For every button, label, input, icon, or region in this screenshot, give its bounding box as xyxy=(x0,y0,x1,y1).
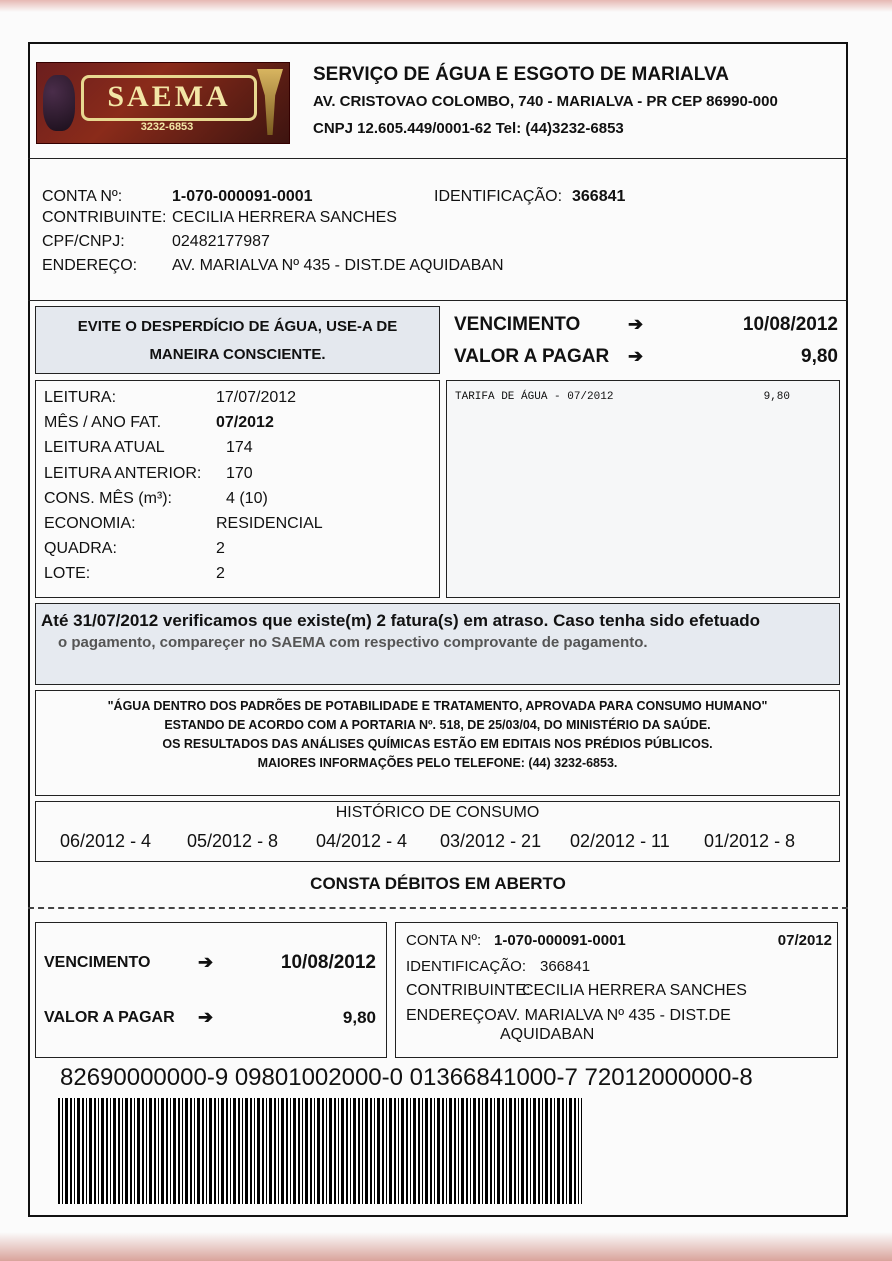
conservation-message-line2: MANEIRA CONSCIENTE. xyxy=(149,346,326,363)
reading-value: 2 xyxy=(216,565,225,583)
reading-label: CONS. MÊS (m³): xyxy=(44,489,172,507)
contrib-value: CECILIA HERRERA SANCHES xyxy=(172,209,397,226)
header-divider xyxy=(28,158,848,159)
potability-line1: "ÁGUA DENTRO DOS PADRÕES DE POTABILIDADE E TRATAMENTO, APROVADA PARA CONSUMO HUMANO" xyxy=(107,699,768,713)
history-item: 04/2012 - 4 xyxy=(316,831,408,851)
stub-endereco-label: ENDEREÇO: xyxy=(406,1007,502,1024)
saema-logo xyxy=(36,62,290,144)
cpf-value: 02482177987 xyxy=(172,233,270,250)
due-date-label: VENCIMENTO xyxy=(454,314,581,335)
potability-line3: OS RESULTADOS DAS ANÁLISES QUÍMICAS ESTÃO EM EDITAIS NOS PRÉDIOS PÚBLICOS. xyxy=(162,737,713,751)
ident-label: IDENTIFICAÇÃO: xyxy=(434,188,563,205)
overdue-notice-line2: o pagamento, compareçer no SAEMA com respectivo comprovante de pagamento. xyxy=(58,634,648,651)
reading-label: LEITURA: xyxy=(44,389,117,406)
reading-label: ECONOMIA: xyxy=(44,515,136,532)
amount-label: VALOR A PAGAR xyxy=(454,346,610,367)
conta-label: CONTA Nº: xyxy=(42,188,123,205)
reading-value: 17/07/2012 xyxy=(216,389,297,406)
stub-due-date-value: 10/08/2012 xyxy=(280,952,376,973)
amount-value: 9,80 xyxy=(801,346,838,367)
endereco-value: AV. MARIALVA Nº 435 - DIST.DE AQUIDABAN xyxy=(172,257,504,274)
org-address: AV. CRISTOVAO COLOMBO, 740 - MARIALVA - PR CEP 86990-000 xyxy=(313,93,778,110)
arrow-right-icon: ➔ xyxy=(628,346,644,366)
stub-endereco-value: AV. MARIALVA Nº 435 - DIST.DE xyxy=(497,1007,731,1024)
charge-item-value: 9,80 xyxy=(763,391,790,403)
potability-line4: MAIORES INFORMAÇÕES PELO TELEFONE: (44) 3232-6853. xyxy=(257,756,618,770)
org-name: SERVIÇO DE ÁGUA E ESGOTO DE MARIALVA xyxy=(313,64,729,85)
history-item: 02/2012 - 11 xyxy=(570,831,670,851)
history-item: 01/2012 - 8 xyxy=(704,831,796,851)
due-date-value: 10/08/2012 xyxy=(742,314,838,335)
reading-value: 170 xyxy=(226,464,253,482)
stub-amount-label: VALOR A PAGAR xyxy=(44,1009,175,1026)
paper-edge-bottom xyxy=(0,1232,892,1261)
reading-value: 4 (10) xyxy=(226,489,268,507)
stub-contrib-value: CECILIA HERRERA SANCHES xyxy=(522,982,747,999)
reading-label: LEITURA ATUAL xyxy=(44,439,165,457)
stub-conta-label: CONTA Nº: xyxy=(406,932,482,949)
history-item: 06/2012 - 4 xyxy=(60,831,152,851)
arrow-right-icon: ➔ xyxy=(198,952,214,972)
contrib-label: CONTRIBUINTE: xyxy=(42,209,167,226)
paper-edge-top xyxy=(0,0,892,12)
reading-label: LEITURA ANTERIOR: xyxy=(44,464,202,482)
barcode-digits: 82690000000-9 09801002000-0 01366841000-7 72012000000-8 xyxy=(60,1064,753,1091)
conta-value: 1-070-000091-0001 xyxy=(172,188,313,205)
reading-label: MÊS / ANO FAT. xyxy=(44,414,162,432)
reading-value: 2 xyxy=(216,540,225,558)
stub-conta-value: 1-070-000091-0001 xyxy=(494,932,626,949)
barcode xyxy=(58,1098,582,1204)
overdue-notice-line1: Até 31/07/2012 verificamos que existe(m) 2 fatura(s) em atraso. Caso tenha sido efetuado xyxy=(41,611,760,630)
reading-label: QUADRA: xyxy=(44,540,117,558)
potability-line2: ESTANDO DE ACORDO COM A PORTARIA Nº. 518, DE 25/03/04, DO MINISTÉRIO DA SAÚDE. xyxy=(164,718,711,732)
stub-endereco-value2: AQUIDABAN xyxy=(500,1026,595,1043)
history-item: 03/2012 - 21 xyxy=(440,831,542,851)
stub-month: 07/2012 xyxy=(777,932,832,949)
charges-box xyxy=(446,380,840,598)
stub-ident-label: IDENTIFICAÇÃO: xyxy=(406,958,527,975)
logo-phone: 3232-6853 xyxy=(140,121,194,133)
conservation-message-line1: EVITE O DESPERDÍCIO DE ÁGUA, USE-A DE xyxy=(77,318,398,335)
charge-item-label: TARIFA DE ÁGUA - 07/2012 xyxy=(455,391,614,403)
stub-due-date-label: VENCIMENTO xyxy=(44,954,151,971)
arrow-right-icon: ➔ xyxy=(198,1007,214,1027)
cut-line xyxy=(28,907,848,909)
org-cnpj-tel: CNPJ 12.605.449/0001-62 Tel: (44)3232-6853 xyxy=(313,120,624,137)
arrow-right-icon: ➔ xyxy=(628,314,644,334)
reading-label: LOTE: xyxy=(44,565,91,583)
client-divider xyxy=(28,300,848,301)
conservation-message-box xyxy=(35,306,440,374)
stub-contrib-label: CONTRIBUINTE: xyxy=(406,982,531,999)
debits-title: CONSTA DÉBITOS EM ABERTO xyxy=(310,874,566,893)
cpf-label: CPF/CNPJ: xyxy=(42,233,125,250)
reading-value: 07/2012 xyxy=(216,414,274,432)
trophy-icon xyxy=(257,69,283,135)
stub-ident-value: 366841 xyxy=(540,958,591,975)
stub-amount-value: 9,80 xyxy=(342,1008,376,1027)
logo-text: SAEMA xyxy=(81,75,257,121)
history-item: 05/2012 - 8 xyxy=(187,831,279,851)
grapes-icon xyxy=(43,75,75,131)
ident-value: 366841 xyxy=(572,188,626,205)
endereco-label: ENDEREÇO: xyxy=(42,257,138,274)
reading-value: 174 xyxy=(226,439,253,457)
stub-payment-box xyxy=(35,922,387,1058)
reading-value: RESIDENCIAL xyxy=(216,515,323,532)
history-title: HISTÓRICO DE CONSUMO xyxy=(335,804,540,821)
